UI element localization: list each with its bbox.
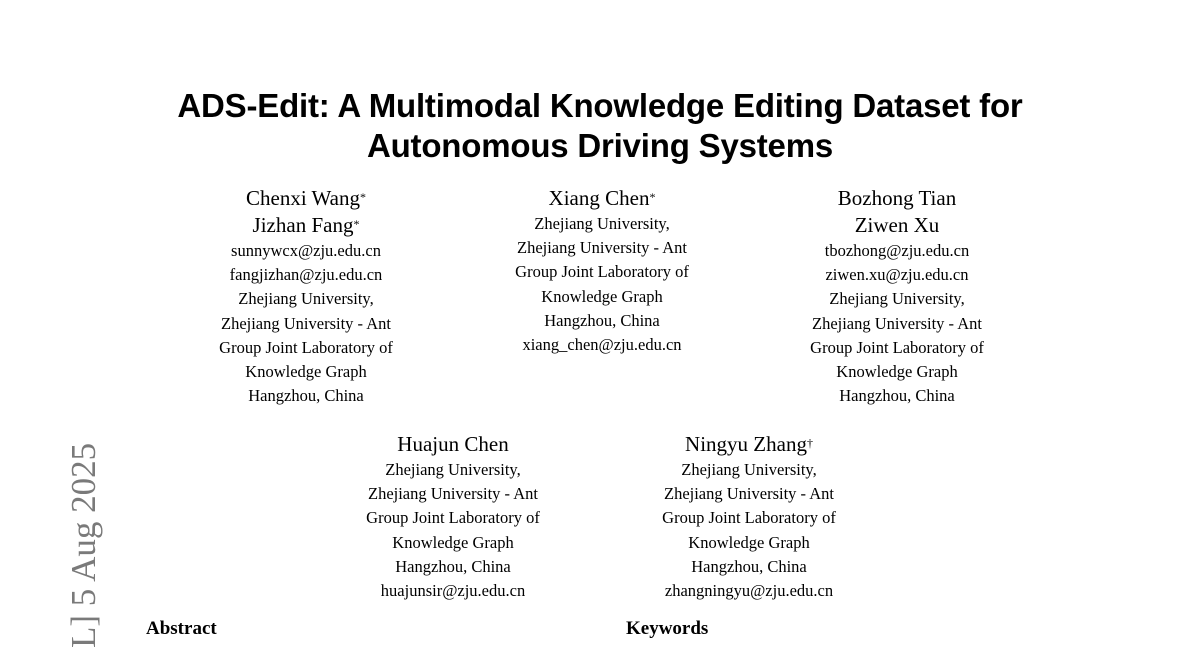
author-block-wang-fang [176,185,436,408]
author-name: Xiang Chen* [548,186,656,210]
author-block-tian-xu [767,185,1027,408]
author-block-huajun-chen [323,431,583,603]
affiliation-line: Zhejiang University - Ant [516,238,687,258]
affiliation-line: Zhejiang University - Ant [367,484,538,504]
author-email: ziwen.xu@zju.edu.cn [825,265,969,285]
arxiv-margin-stamp: L] 5 Aug 2025 [64,442,103,648]
paper-title [0,86,1200,166]
affiliation-line: Zhejiang University, [829,289,965,309]
affiliation-line: Zhejiang University, [681,460,817,479]
author-email: huajunsir@zju.edu.cn [380,581,526,601]
author-name: Ziwen Xu [854,213,940,237]
affiliation-line: Zhejiang University, [534,214,670,233]
equal-contribution-mark: * [649,190,656,204]
affiliation-line: Zhejiang University - Ant [663,484,834,504]
affiliation-line: Knowledge Graph [541,286,663,306]
author-email: zhangningyu@zju.edu.cn [664,581,834,601]
equal-contribution-mark: * [360,190,366,204]
author-block-xiang-chen [472,185,732,357]
affiliation-location: Hangzhou, China [691,556,807,576]
affiliation-line: Group Joint Laboratory of [662,508,836,528]
affiliation-location: Hangzhou, China [544,310,660,330]
author-name: Ningyu Zhang† [685,432,813,456]
keywords-heading: Keywords [626,618,709,639]
affiliation-line: Group Joint Laboratory of [366,508,540,528]
affiliation-line: Knowledge Graph [392,532,514,552]
corresponding-author-mark: † [806,436,813,450]
author-name: Bozhong Tian [837,186,957,210]
author-block-ningyu-zhang [619,431,879,603]
affiliation-line: Knowledge Graph [836,362,958,382]
affiliation-line: Zhejiang University, [385,460,521,479]
affiliation-location: Hangzhou, China [839,386,955,406]
affiliation-line: Group Joint Laboratory of [515,262,689,282]
affiliation-line: Group Joint Laboratory of [810,337,984,357]
affiliation-line: Zhejiang University, [238,289,374,309]
author-email: fangjizhan@zju.edu.cn [229,265,383,285]
author-name: Huajun Chen [397,432,509,456]
title-line-2: Autonomous Driving Systems [366,127,834,164]
abstract-heading: Abstract [146,618,217,639]
affiliation-location: Hangzhou, China [395,556,511,576]
affiliation-line: Group Joint Laboratory of [219,337,393,357]
affiliation-location: Hangzhou, China [248,386,364,406]
author-email: tbozhong@zju.edu.cn [824,241,970,260]
author-email: xiang_chen@zju.edu.cn [522,335,682,355]
affiliation-line: Zhejiang University - Ant [220,313,391,333]
author-email: sunnywcx@zju.edu.cn [231,241,381,260]
title-line-1: ADS-Edit: A Multimodal Knowledge Editing Dataset for [177,87,1023,124]
affiliation-line: Knowledge Graph [688,532,810,552]
equal-contribution-mark: * [353,217,360,231]
author-name: Jizhan Fang* [252,213,360,237]
author-name: Chenxi Wang* [246,186,366,210]
affiliation-line: Knowledge Graph [245,362,367,382]
affiliation-line: Zhejiang University - Ant [811,313,982,333]
